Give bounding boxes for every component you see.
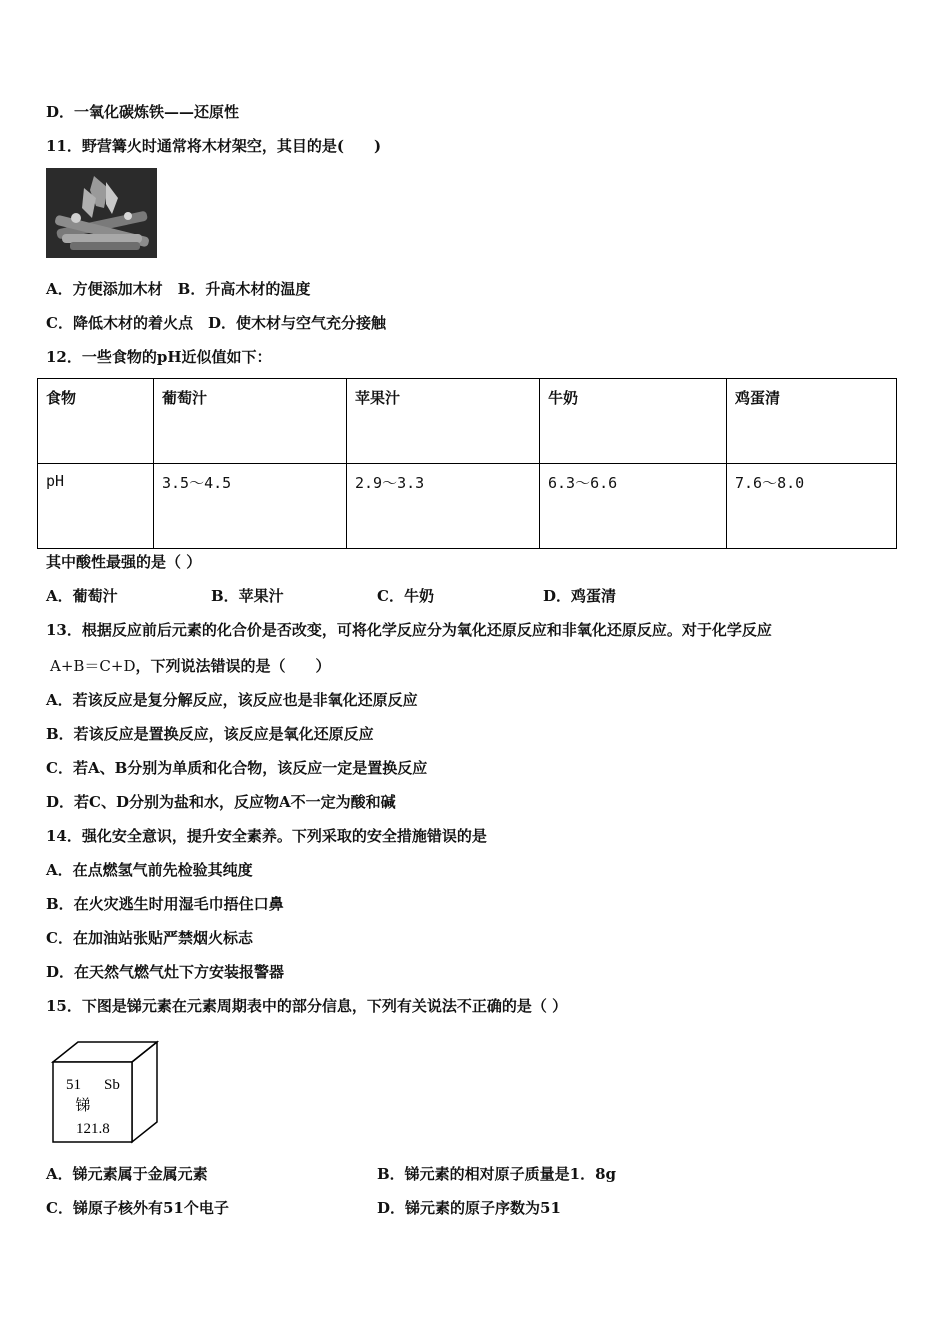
q14-option-d: D．在天然气燃气灶下方安装报警器 <box>46 963 285 981</box>
element-name: 锑 <box>75 1096 91 1114</box>
q13-stem-rest: ，下列说法错误的是（ ） <box>135 657 331 675</box>
q12-option-b: B．苹果汁 <box>211 587 284 605</box>
q14-option-b: B．在火灾逃生时用湿毛巾捂住口鼻 <box>46 895 284 913</box>
q12-option-c: C．牛奶 <box>377 587 434 605</box>
table-cell: 7.6～8.0 <box>727 464 897 549</box>
card-side-face <box>132 1042 157 1142</box>
campfire-icon <box>46 168 157 258</box>
q10-option-d: D．一氧化碳炼铁——还原性 <box>46 103 240 121</box>
atomic-mass: 121.8 <box>76 1121 110 1137</box>
atomic-number: 51 <box>66 1077 81 1093</box>
q12-option-d: D．鸡蛋清 <box>543 587 617 605</box>
q15-option-b: B．锑元素的相对原子质量是1．8g <box>377 1165 617 1183</box>
q11-options-row2: C．降低木材的着火点 D．使木材与空气充分接触 <box>46 314 386 332</box>
table-row <box>38 464 897 549</box>
q15-option-a: A．锑元素属于金属元素 <box>46 1165 208 1183</box>
table-cell: pH <box>38 464 154 549</box>
table-cell: 6.3～6.6 <box>540 464 727 549</box>
q14-option-a: A．在点燃氢气前先检验其纯度 <box>46 861 253 879</box>
table-cell: 牛奶 <box>540 379 727 464</box>
q12-stem: 12．一些食物的pH近似值如下： <box>46 348 272 366</box>
table-cell: 2.9～3.3 <box>347 464 540 549</box>
campfire-image <box>46 168 157 258</box>
table-cell: 鸡蛋清 <box>727 379 897 464</box>
q14-stem: 14．强化安全意识，提升安全素养。下列采取的安全措施错误的是 <box>46 827 487 845</box>
table-cell: 苹果汁 <box>347 379 540 464</box>
table-cell: 葡萄汁 <box>154 379 347 464</box>
card-top-face <box>53 1042 157 1062</box>
q14-option-c: C．在加油站张贴严禁烟火标志 <box>46 929 253 947</box>
q13-stem: 13．根据反应前后元素的化合价是否改变，可将化学反应分为氧化还原反应和非氧化还原反应。对于化学反应 <box>46 621 772 639</box>
q15-stem: 15．下图是锑元素在元素周期表中的部分信息，下列有关说法不正确的是（ ） <box>46 997 568 1015</box>
q11-options-row1: A．方便添加木材 B．升高木材的温度 <box>46 280 311 298</box>
q12-option-a: A．葡萄汁 <box>46 587 118 605</box>
q12-question: 其中酸性最强的是（ ） <box>46 553 202 571</box>
q11-stem: 11．野营篝火时通常将木材架空，其目的是( ) <box>46 137 382 155</box>
q13-option-d: D．若C、D分别为盐和水，反应物A不一定为酸和碱 <box>46 793 396 811</box>
q15-option-d: D．锑元素的原子序数为51 <box>377 1199 561 1217</box>
element-card <box>46 1038 161 1146</box>
table-row <box>38 379 897 464</box>
table-cell: 3.5～4.5 <box>154 464 347 549</box>
q13-option-b: B．若该反应是置换反应，该反应是氧化还原反应 <box>46 725 374 743</box>
element-symbol: Sb <box>104 1077 120 1093</box>
q13-formula: A+B＝C+D <box>50 657 136 675</box>
ph-table <box>37 378 897 549</box>
q13-stem-line2 <box>50 656 331 676</box>
q15-option-c: C．锑原子核外有51个电子 <box>46 1199 229 1217</box>
q13-option-a: A．若该反应是复分解反应，该反应也是非氧化还原反应 <box>46 691 418 709</box>
q13-option-c: C．若A、B分别为单质和化合物，该反应一定是置换反应 <box>46 759 428 777</box>
table-cell: 食物 <box>38 379 154 464</box>
